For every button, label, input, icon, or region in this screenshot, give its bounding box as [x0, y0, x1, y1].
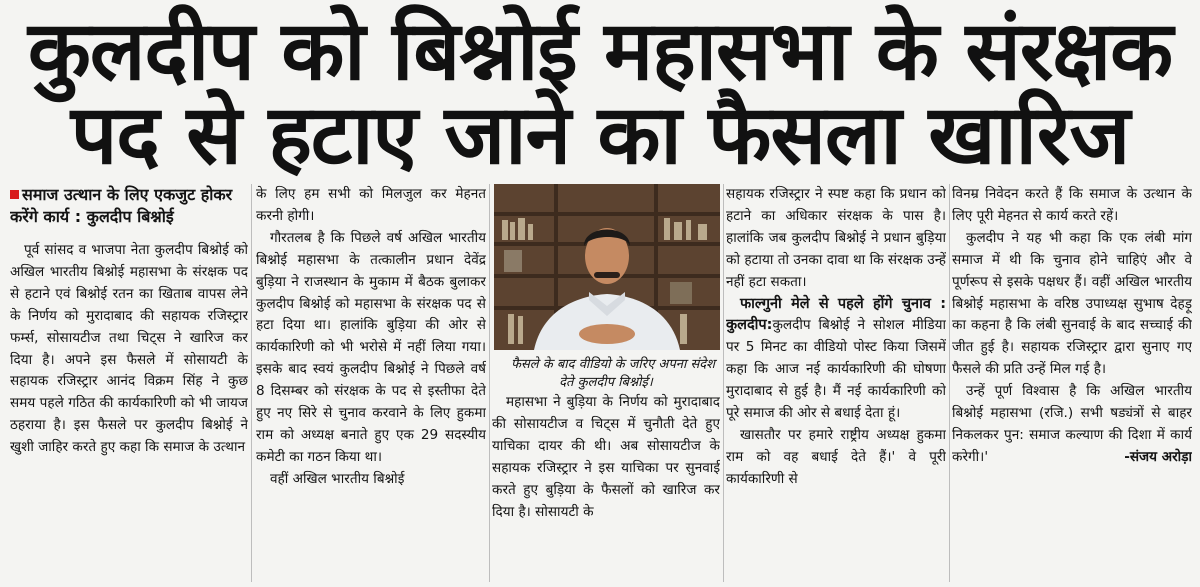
- column-divider: [251, 184, 252, 582]
- headline-line-1: कुलदीप को बिश्नोई महासभा के संरक्षक: [27, 4, 1173, 99]
- col2-paragraph-2: गौरतलब है कि पिछले वर्ष अखिल भारतीय बिश्नोई महासभा के तत्कालीन प्रधान देवेंद्र बुड़िया ने राजस्थान के मुकाम में बैठक बुलाकर कुलदीप बिश्नोई को महासभा के संरक्षक पद से हटा दिया था। हालांकि बुड़िया की ओर से कार्यकारिणी को भी भरोसे में नहीं लिया गया। इसके बाद स्वयं कुलदीप बिश्नोई ने पिछले वर्ष 8 दिसम्बर को संरक्षक के पद से इस्तीफा देते हुए नए सिरे से चुनाव करवाने के लिए हुकमा राम को अध्यक्ष बनाते हुए एक 29 सदस्यीय कमेटी का गठन किया था।: [256, 229, 486, 465]
- col5-paragraph-2: कुलदीप ने यह भी कहा कि एक लंबी मांग समाज में थी कि चुनाव होने चाहिएं और वे पूर्णरूप से इसके पक्षधर हैं। वहीं अखिल भारतीय बिश्नोई महासभा के वरिष्ठ उपाध्यक्ष सुभाष देहड़ू का कहना है कि लंबी सुनवाई के बाद सच्चाई की जीत हुई है। सहायक रजिस्ट्रार द्वारा सुनाए गए फैसले की प्रति उन्हें मिल गई है।: [952, 229, 1192, 378]
- column-divider: [723, 184, 724, 582]
- photo-kuldeep-bishnoi: [494, 184, 720, 350]
- column-3: [492, 184, 720, 584]
- col1-paragraph-1: पूर्व सांसद व भाजपा नेता कुलदीप बिश्नोई को अखिल भारतीय बिश्नोई महासभा के संरक्षक पद से हटाने एवं बिश्नोई रतन का खिताब वापस लेने के निर्णय को मुरादाबाद की सहायक रजिस्ट्रार फर्म्स, सोसायटीज तथा चिट्स ने खारिज कर दिया है। अपने इस फैसले में सोसायटी के सहायक रजिस्ट्रार आनंद विक्रम सिंह ने कुछ समय पहले गठित की कार्यकारिणी को भी जायज ठहराया है। इस फैसले पर कुलदीप बिश्नोई ने खुशी जाहिर करते हुए कहा कि समाज के उत्थान: [10, 242, 248, 456]
- headline: [0, 0, 1200, 183]
- byline: -संजय अरोड़ा: [1124, 448, 1192, 465]
- column-1: [10, 184, 248, 584]
- column-2: [256, 184, 486, 584]
- photo-caption: फैसले के बाद वीडियो के जरिए अपना संदेश देते कुलदीप बिश्नोई।: [511, 357, 715, 390]
- subheading: फाल्गुनी मेले से पहले होंगे चुनाव : कुलदीप:: [726, 295, 946, 334]
- column-4: [726, 184, 946, 584]
- kicker-line-1: समाज उत्थान के लिए एकजुट होकर: [22, 185, 233, 204]
- photo-illustration: [494, 184, 720, 350]
- col4-paragraph-3: खासतौर पर हमारे राष्ट्रीय अध्यक्ष हुकमा राम को वह बधाई देते हैं।' वे पूरी कार्यकारिणी से: [726, 426, 946, 487]
- col5-paragraph-1: विनम्र निवेदन करते हैं कि समाज के उत्थान के लिए पूरी मेहनत से कार्य करते रहें।: [952, 186, 1192, 224]
- kicker: [10, 184, 248, 228]
- red-square-icon: [10, 190, 19, 199]
- col5-paragraph-3: [952, 381, 1192, 469]
- column-divider: [489, 184, 490, 582]
- col5-paragraph-3-text: उन्हें पूर्ण विश्वास है कि अखिल भारतीय बिश्नोई महासभा (रजि.) सभी षड्यंत्रों से बाहर निकलकर पुन: समाज कल्याण की दिशा में कार्य करेगी।': [952, 383, 1192, 465]
- col4-paragraph-2: कुलदीप बिश्नोई ने सोशल मीडिया पर 5 मिनट का वीडियो पोस्ट किया जिसमें कहा कि आज नई कार्यकारिणी की घोषणा मुरादाबाद से हुई है। मैं नई कार्यकारिणी को पूरे समाज की ओर से बधाई देता हूं।: [726, 317, 946, 422]
- col2-paragraph-3: वहीं अखिल भारतीय बिश्नोई: [270, 470, 405, 487]
- col2-paragraph-1: के लिए हम सभी को मिलजुल कर मेहनत करनी होगी।: [256, 186, 486, 224]
- kicker-line-2: करेंगे कार्य : कुलदीप बिश्नोई: [10, 207, 174, 226]
- column-5: [952, 184, 1192, 584]
- column-divider: [949, 184, 950, 582]
- col4-paragraph-1: सहायक रजिस्ट्रार ने स्पष्ट कहा कि प्रधान को हटाने का अधिकार संरक्षक के पास है। हालांकि जब कुलदीप बिश्नोई ने प्रधान बुड़िया को हटाया तो उनका दावा था कि संरक्षक उन्हें नहीं हटा सकता।: [726, 186, 946, 290]
- headline-line-2: पद से हटाए जाने का फैसला खारिज: [70, 88, 1130, 183]
- col3-paragraph-1: महासभा ने बुड़िया के निर्णय को मुरादाबाद की सोसायटीज व चिट्स में चुनौती देते हुए याचिका दायर की थी। अब सोसायटीज के सहायक रजिस्ट्रार ने इस याचिका पर सुनवाई करते हुए बुड़िया के फैसलों को खारिज कर दिया है। सोसायटी के: [492, 394, 720, 520]
